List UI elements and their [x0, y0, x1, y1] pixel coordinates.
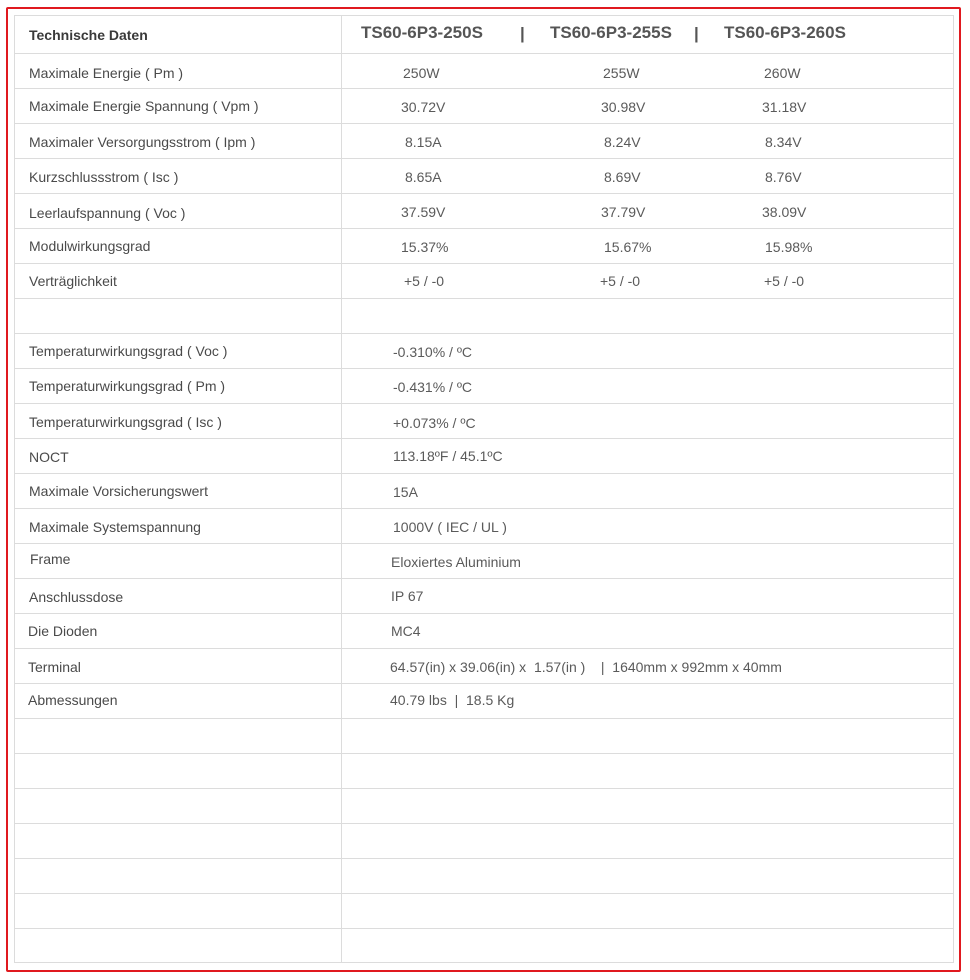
spec-value-model-3: 15.98% — [765, 239, 813, 255]
spec-value: MC4 — [391, 623, 421, 639]
spec-value-model-2: 8.69V — [604, 169, 641, 185]
spec-row-terminal — [15, 648, 953, 683]
spec-label: Modulwirkungsgrad — [29, 238, 151, 254]
spec-value: Eloxiertes Aluminium — [391, 554, 521, 570]
spec-row-pm — [15, 53, 953, 88]
spec-value: -0.310% / ºC — [393, 344, 473, 360]
spec-row-dimensions — [15, 683, 953, 718]
spec-label: Maximale Vorsicherungswert — [29, 483, 208, 499]
spec-table — [14, 15, 954, 963]
spec-label: Terminal — [28, 659, 81, 675]
spec-value-model-2: +5 / -0 — [600, 273, 641, 289]
spec-value: 1000V ( IEC / UL ) — [393, 519, 507, 535]
spec-label: NOCT — [29, 449, 69, 465]
spec-value-model-1: 37.59V — [401, 204, 446, 220]
spec-row-frame — [15, 543, 953, 578]
spec-value-model-2: 8.24V — [604, 134, 641, 150]
header-separator-2: | — [694, 24, 699, 43]
spec-value-model-1: 30.72V — [401, 99, 446, 115]
spec-row-noct — [15, 438, 953, 473]
spec-value-model-3: 38.09V — [762, 204, 807, 220]
spec-value: 15A — [393, 484, 418, 500]
spec-value-model-2: 37.79V — [601, 204, 646, 220]
spec-value: 40.79 lbs | 18.5 Kg — [390, 692, 515, 708]
spec-value-model-1: 8.65A — [405, 169, 442, 185]
spec-value-model-2: 15.67% — [604, 239, 652, 255]
spec-value-model-2: 30.98V — [601, 99, 646, 115]
spec-row-vpm — [15, 88, 953, 123]
spec-row-temp-isc — [15, 403, 953, 438]
empty-row — [15, 788, 953, 823]
model-name-2: TS60-6P3-255S — [550, 23, 672, 42]
spec-row-junction-box — [15, 578, 953, 613]
table-title: Technische Daten — [29, 27, 148, 43]
spec-label: Maximale Energie ( Pm ) — [29, 65, 184, 81]
spec-value-model-3: 260W — [764, 65, 801, 81]
spec-value: +0.073% / ºC — [393, 415, 476, 431]
spec-value-model-2: 255W — [603, 65, 640, 81]
spec-label: Frame — [30, 551, 71, 567]
spec-label: Kurzschlussstrom ( Isc ) — [29, 169, 179, 185]
spec-value-model-1: +5 / -0 — [404, 273, 445, 289]
empty-row — [15, 893, 953, 928]
empty-row — [15, 753, 953, 788]
empty-row — [15, 928, 953, 963]
spec-row-ipm — [15, 123, 953, 158]
spec-row-isc — [15, 158, 953, 193]
spec-label: Temperaturwirkungsgrad ( Pm ) — [29, 378, 226, 394]
spec-value-model-3: 8.76V — [765, 169, 802, 185]
spec-value-model-3: +5 / -0 — [764, 273, 805, 289]
header-separator-1: | — [520, 24, 525, 43]
spec-value-model-3: 8.34V — [765, 134, 802, 150]
spec-row-fuse — [15, 473, 953, 508]
empty-row — [15, 858, 953, 893]
spec-label: Abmessungen — [28, 692, 118, 708]
spec-row-efficiency — [15, 228, 953, 263]
spec-value: 113.18ºF / 45.1ºC — [393, 448, 503, 464]
spec-value-model-1: 15.37% — [401, 239, 449, 255]
spec-row-diodes — [15, 613, 953, 648]
spec-value-model-3: 31.18V — [762, 99, 807, 115]
empty-row — [15, 823, 953, 858]
spec-row-voc — [15, 193, 953, 228]
spec-label: Leerlaufspannung ( Voc ) — [29, 205, 186, 221]
spec-label: Anschlussdose — [29, 589, 124, 605]
spec-value-model-1: 250W — [403, 65, 440, 81]
model-name-1: TS60-6P3-250S — [361, 23, 483, 42]
header-row — [15, 16, 953, 53]
spec-value-model-1: 8.15A — [405, 134, 442, 150]
spec-label: Die Dioden — [28, 623, 98, 639]
spec-row-tolerance — [15, 263, 953, 298]
spacer-row — [15, 298, 953, 333]
spec-label: Maximale Energie Spannung ( Vpm ) — [29, 98, 259, 114]
model-name-3: TS60-6P3-260S — [724, 23, 846, 42]
spec-label: Temperaturwirkungsgrad ( Isc ) — [29, 414, 222, 430]
spec-value: -0.431% / ºC — [393, 379, 473, 395]
spec-label: Maximaler Versorgungsstrom ( Ipm ) — [29, 134, 256, 150]
spec-value: 64.57(in) x 39.06(in) x 1.57(in ) | 1640mm x 992mm x 40mm — [390, 659, 782, 675]
spec-label: Maximale Systemspannung — [29, 519, 201, 535]
spec-row-temp-pm — [15, 368, 953, 403]
spec-value: IP 67 — [391, 588, 424, 604]
spec-row-temp-voc — [15, 333, 953, 368]
spec-row-system-voltage — [15, 508, 953, 543]
empty-row — [15, 718, 953, 753]
spec-label: Temperaturwirkungsgrad ( Voc ) — [29, 343, 228, 359]
spec-label: Verträglichkeit — [29, 273, 117, 289]
